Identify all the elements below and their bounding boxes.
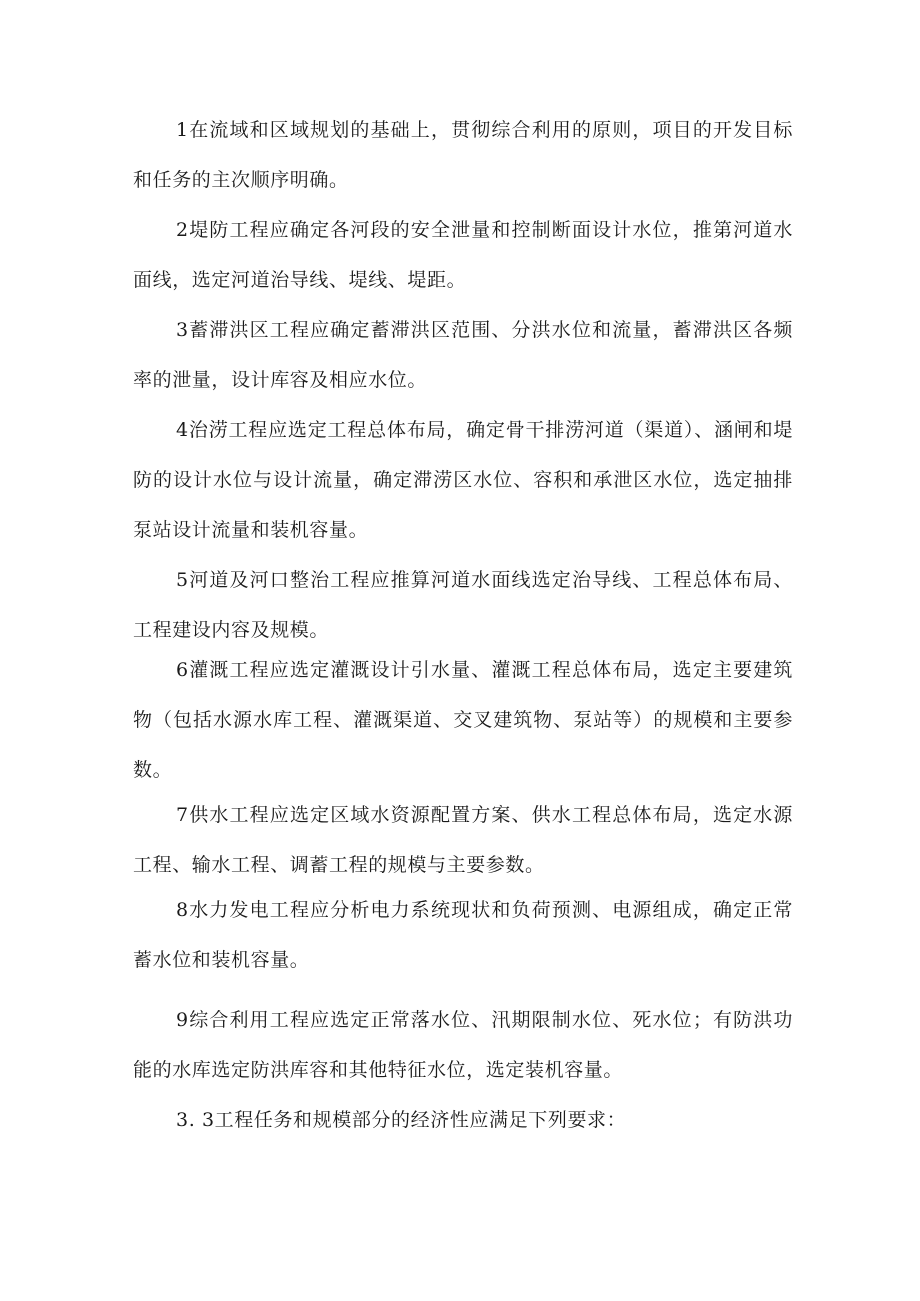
paragraph-7: 7供水工程应选定区域水资源配置方案、供水工程总体布局，选定水源工程、输水工程、调蓄工程的规模与主要参数。 — [133, 804, 793, 876]
section-heading-3-3: 3. 3工程任务和规模部分的经济性应满足下列要求： — [176, 1109, 627, 1131]
paragraph-1: 1在流域和区域规划的基础上，贯彻综合利用的原则，项目的开发目标和任务的主次顺序明确。 — [133, 119, 793, 191]
paragraph-2: 2堤防工程应确定各河段的安全泄量和控制断面设计水位，推第河道水面线，选定河道治导线、堤线、堤距。 — [133, 219, 793, 291]
paragraph-9: 9综合利用工程应选定正常落水位、汛期限制水位、死水位；有防洪功能的水库选定防洪库容和其他特征水位，选定装机容量。 — [133, 1009, 793, 1081]
paragraph-6: 6灌溉工程应选定灌溉设计引水量、灌溉工程总体布局，选定主要建筑物（包括水源水库工程、灌溉渠道、交叉建筑物、泵站等）的规模和主要参数。 — [133, 659, 793, 781]
paragraph-5: 5河道及河口整治工程应推算河道水面线选定治导线、工程总体布局、工程建设内容及规模。 — [133, 569, 793, 641]
paragraph-4: 4治涝工程应选定工程总体布局，确定骨干排涝河道（渠道）、涵闸和堤防的设计水位与设计流量，确定滞涝区水位、容积和承泄区水位，选定抽排泵站设计流量和装机容量。 — [133, 419, 793, 541]
paragraph-3: 3蓄滞洪区工程应确定蓄滞洪区范围、分洪水位和流量，蓄滞洪区各频率的泄量，设计库容及相应水位。 — [133, 319, 793, 391]
paragraph-8: 8水力发电工程应分析电力系统现状和负荷预测、电源组成，确定正常蓄水位和装机容量。 — [133, 899, 793, 971]
